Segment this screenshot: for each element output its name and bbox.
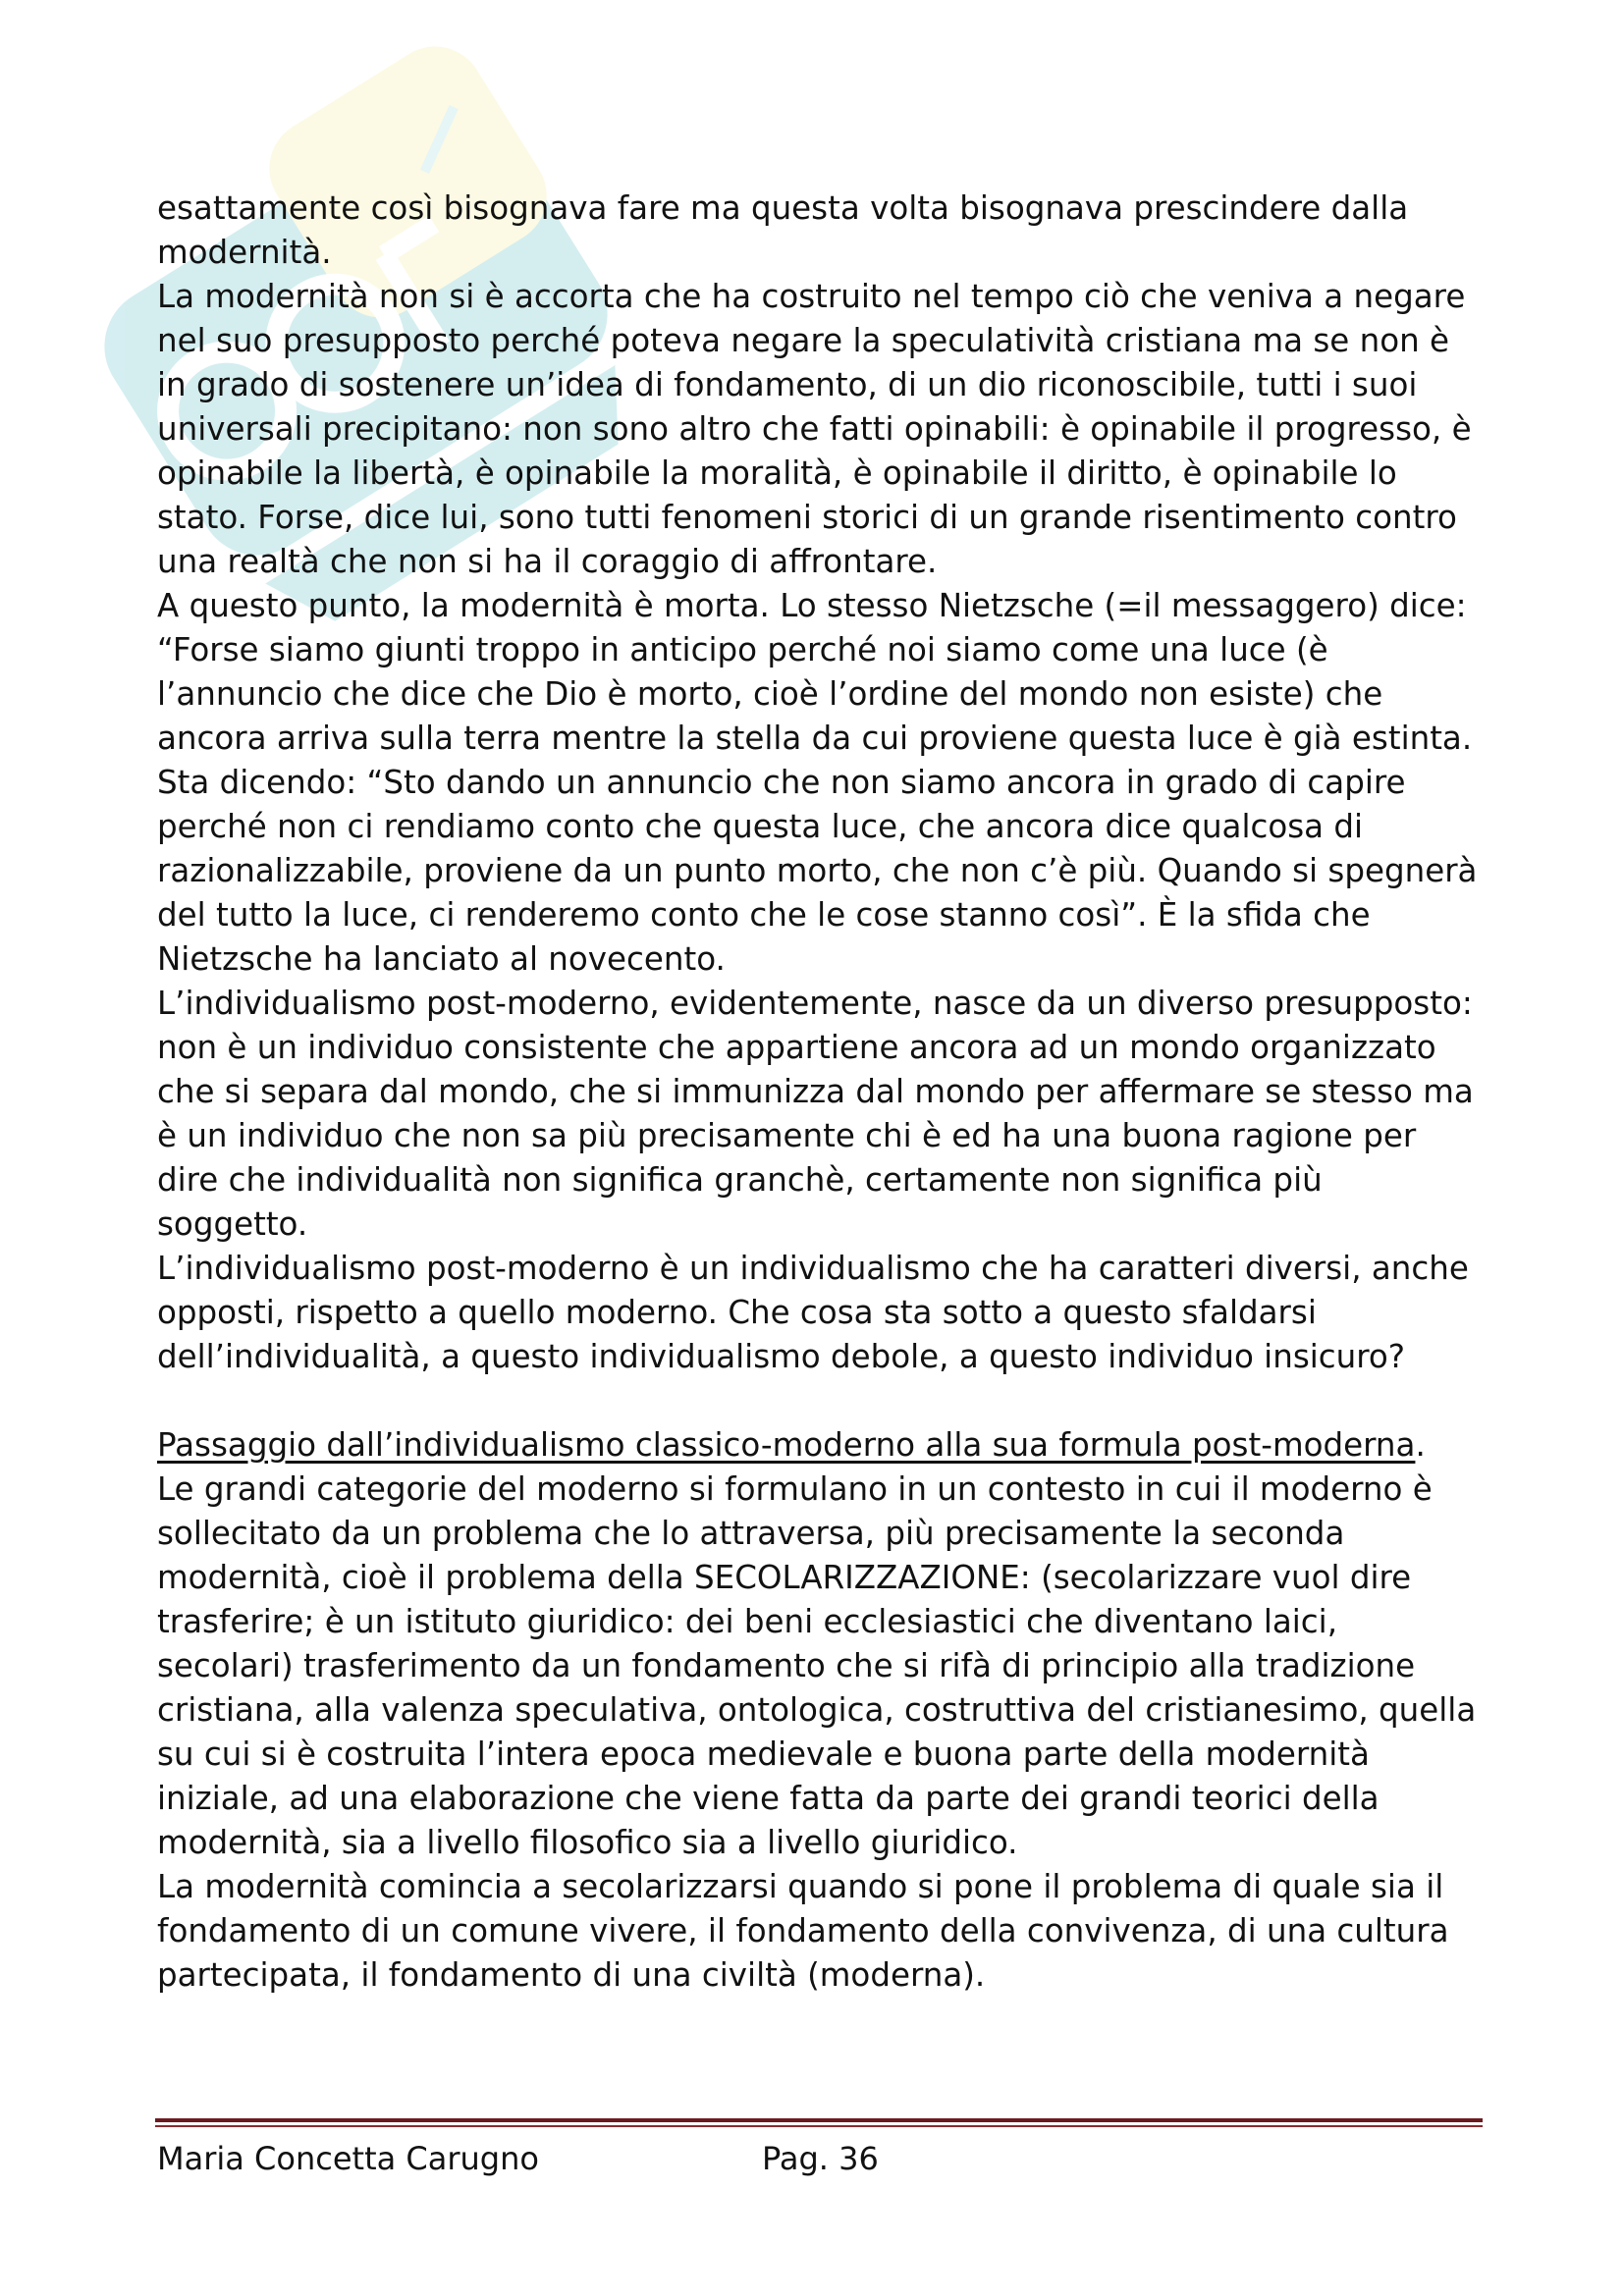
paragraph: esattamente così bisognava fare ma questa volta bisognava prescindere dalla modernità. <box>157 189 1409 271</box>
footer-author: Maria Concetta Carugno <box>157 2140 539 2177</box>
paragraph: Le grandi categorie del moderno si formulano in un contesto in cui il moderno è sollecitato da un problema che lo attraversa, più precisamente la seconda modernità, cioè il problema della SECOLARIZZAZIONE: (secolarizzare vuol dire trasferire; è un istituto giuridico: dei beni ecclesiastici che diventano laici, secolari) trasferimento da un fondamento che si rifà di principio alla tradizione cristiana, alla valenza speculativa, ontologica, costruttiva del cristianesimo, quella su cui si è costruita l’intera epoca medievale e buona parte della modernità iniziale, ad una elaborazione che viene fatta da parte dei grandi teorici della modernità, sia a livello filosofico sia a livello giuridico. <box>157 1470 1477 1861</box>
paragraph: L’individualismo post-moderno, evidentemente, nasce da un diverso presupposto: non è un individuo consistente che appartiene ancora ad un mondo organizzato che si separa dal mondo, che si immunizza dal mondo per affermare se stesso ma è un individuo che non sa più precisamente chi è ed ha una buona ragione per dire che individualità non significa granchè, certamente non significa più soggetto. <box>157 985 1474 1243</box>
paragraph: L’individualismo post-moderno è un individualismo che ha caratteri diversi, anche opposti, rispetto a quello moderno. Che cosa sta sotto a questo sfaldarsi dell’individualità, a questo individualismo debole, a questo individuo insicuro? <box>157 1250 1469 1375</box>
section-heading: Passaggio dall’individualismo classico-moderno alla sua formula post-moderna <box>157 1426 1416 1464</box>
page-number: Pag. 36 <box>762 2140 879 2177</box>
paragraph-spacer <box>157 1379 1483 1423</box>
paragraph: A questo punto, la modernità è morta. Lo stesso Nietzsche (=il messaggero) dice: “Forse siamo giunti troppo in anticipo perché noi siamo come una luce (è l’annuncio che dice che Dio è morto, cioè l’ordine del mondo non esiste) che ancora arriva sulla terra mentre la stella da cui proviene questa luce è già estinta. Sta dicendo: “Sto dando un annuncio che non siamo ancora in grado di capire perché non ci rendiamo conto che questa luce, che ancora dice qualcosa di razionalizzabile, proviene da un punto morto, che non c’è più. Quando si spegnerà del tutto la luce, ci renderemo conto che le cose stanno così”. È la sfida che Nietzsche ha lanciato al novecento. <box>157 587 1478 978</box>
section-heading-period: . <box>1415 1426 1426 1464</box>
section-heading-line <box>157 1423 1483 1468</box>
paragraph: La modernità comincia a secolarizzarsi quando si pone il problema di quale sia il fondamento di un comune vivere, il fondamento della convivenza, di una cultura partecipata, il fondamento di una civiltà (moderna). <box>157 1868 1449 1994</box>
footer-divider <box>155 2118 1483 2127</box>
paragraph: La modernità non si è accorta che ha costruito nel tempo ciò che veniva a negare nel suo presupposto perché poteva negare la speculatività cristiana ma se non è in grado di sostenere un’idea di fondamento, di un dio riconoscibile, tutti i suoi universali precipitano: non sono altro che fatti opinabili: è opinabile il progresso, è opinabile la libertà, è opinabile la moralità, è opinabile il diritto, è opinabile lo stato. Forse, dice lui, sono tutti fenomeni storici di un grande risentimento contro una realtà che non si ha il coraggio di affrontare. <box>157 278 1472 580</box>
document-body <box>157 187 1483 1998</box>
